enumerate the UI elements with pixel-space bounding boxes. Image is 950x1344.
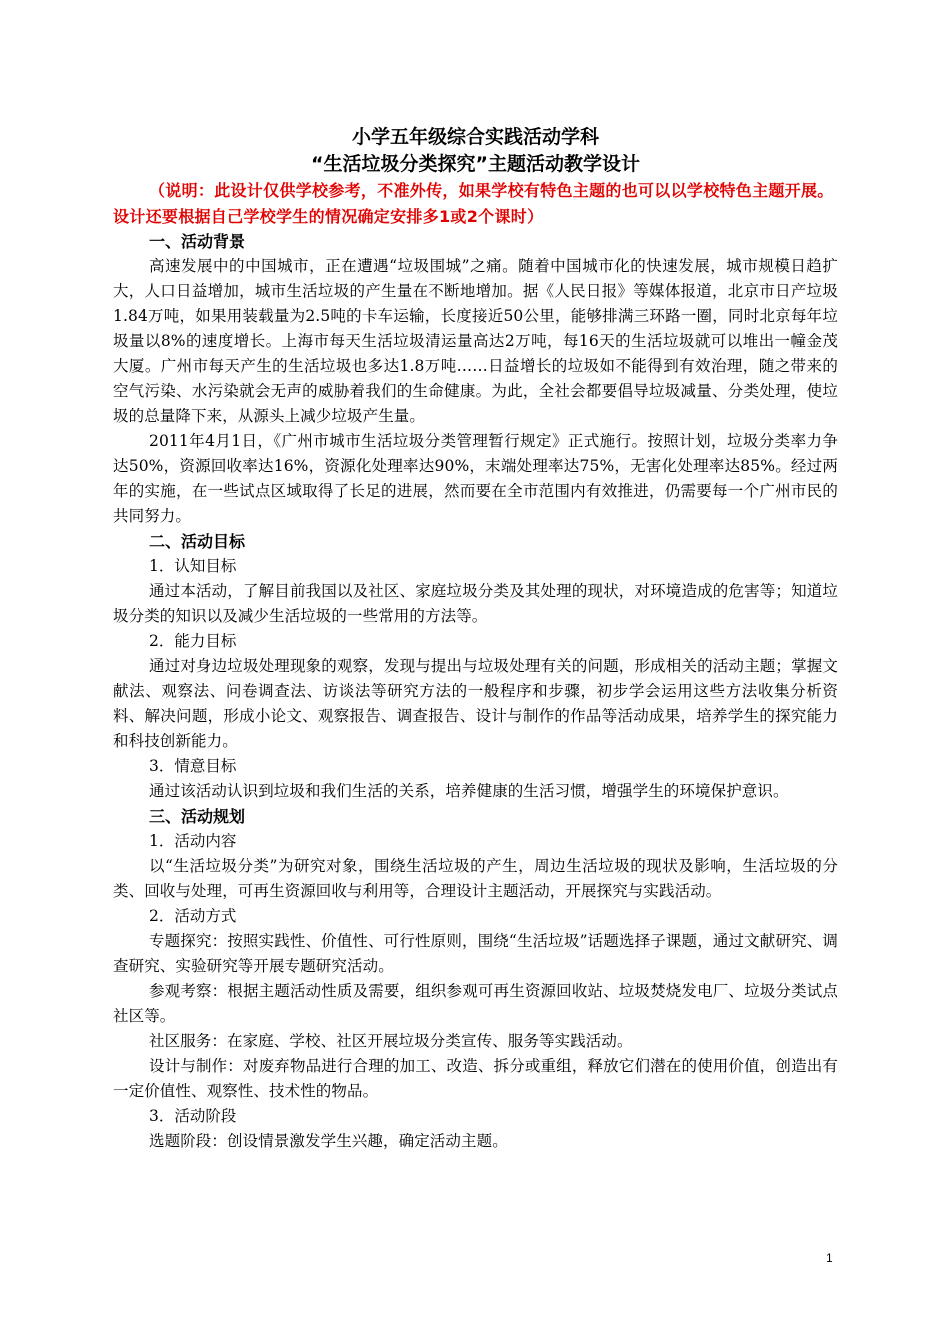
section-heading-goals: 二、活动目标 (149, 532, 246, 551)
subheading-activity-methods: 2．活动方式 (149, 907, 237, 925)
activity-content-paragraph: 以“生活垃圾分类”为研究对象，围绕生活垃圾的产生，周边生活垃圾的现状及影响，生活垃圾的分类、回收与处理，可再生资源回收与利用等，合理设计主题活动，开展探究与实践活动。 (113, 857, 838, 900)
subheading-activity-stages: 3．活动阶段 (149, 1107, 237, 1125)
method-field-visit: 参观考察：根据主题活动性质及需要，组织参观可再生资源回收站、垃圾焚烧发电厂、垃圾分类试点社区等。 (113, 982, 838, 1025)
background-paragraph-1: 高速发展中的中国城市，正在遭遇“垃圾围城”之痛。随着中国城市化的快速发展，城市规模日趋扩大，人口日益增加，城市生活垃圾的产生量在不断地增加。据《人民日报》等媒体报道，北京市日产垃圾1.84万吨，如果用装载量为2.5吨的卡车运输，长度接近50公里，能够排满三环路一圈，同时北京每年垃圾量以8%的速度增长。上海市每天生活垃圾清运量高达2万吨，每16天的生活垃圾就可以堆出一幢金茂大厦。广州市每天产生的生活垃圾也多达1.8万吨……日益增长的垃圾如不能得到有效治理，随之带来的空气污染、水污染就会无声的威胁着我们的生命健康。为此，全社会都要倡导垃圾减量、分类处理，使垃圾的总量降下来，从源头上减少垃圾产生量。 (113, 257, 838, 425)
subheading-affective-goals: 3．情意目标 (149, 757, 237, 775)
method-design-and-make: 设计与制作：对废弃物品进行合理的加工、改造、拆分或重组，释放它们潜在的使用价值，创造出有一定价值性、观察性、技术性的物品。 (113, 1057, 838, 1100)
method-topic-inquiry: 专题探究：按照实践性、价值性、可行性原则，围绕“生活垃圾”话题选择子课题，通过文献研究、调查研究、实验研究等开展专题研究活动。 (113, 932, 838, 975)
affective-goals-paragraph: 通过该活动认识到垃圾和我们生活的关系，培养健康的生活习惯，增强学生的环境保护意识。 (149, 782, 789, 800)
subheading-activity-content: 1．活动内容 (149, 832, 237, 850)
background-paragraph-2: 2011年4月1日，《广州市城市生活垃圾分类管理暂行规定》正式施行。按照计划，垃圾分类率力争达50%，资源回收率达16%，资源化处理率达90%，末端处理率达75%，无害化处理率达85%。经过两年的实施，在一些试点区域取得了长足的进展，然而要在全市范围内有效推进，仍需要每一个广州市民的共同努力。 (113, 432, 838, 525)
ability-goals-paragraph: 通过对身边垃圾处理现象的观察，发现与提出与垃圾处理有关的问题，形成相关的活动主题；掌握文献法、观察法、问卷调查法、访谈法等研究方法的一般程序和步骤，初步学会运用这些方法收集分析资料、解决问题，形成小论文、观察报告、调查报告、设计与制作的作品等活动成果，培养学生的探究能力和科技创新能力。 (113, 657, 838, 750)
usage-note: （说明：此设计仅供学校参考，不准外传，如果学校有特色主题的也可以以学校特色主题开展。设计还要根据自己学校学生的情况确定安排多1或2个课时） (113, 181, 834, 226)
subheading-ability-goals: 2．能力目标 (149, 632, 237, 650)
section-heading-planning: 三、活动规划 (149, 807, 246, 826)
activity-stage-topic-selection: 选题阶段：创设情景激发学生兴趣，确定活动主题。 (149, 1132, 508, 1150)
document-title-line2: “生活垃圾分类探究”主题活动教学设计 (311, 153, 640, 175)
cognitive-goals-paragraph: 通过本活动，了解目前我国以及社区、家庭垃圾分类及其处理的现状，对环境造成的危害等；知道垃圾分类的知识以及减少生活垃圾的一些常用的方法等。 (113, 582, 838, 625)
section-heading-background: 一、活动背景 (149, 232, 246, 251)
page-number: 1 (826, 1251, 833, 1265)
document-body (113, 124, 838, 1154)
subheading-cognitive-goals: 1．认知目标 (149, 557, 237, 575)
method-community-service: 社区服务：在家庭、学校、社区开展垃圾分类宣传、服务等实践活动。 (149, 1032, 633, 1050)
document-title-line1: 小学五年级综合实践活动学科 (351, 126, 599, 148)
